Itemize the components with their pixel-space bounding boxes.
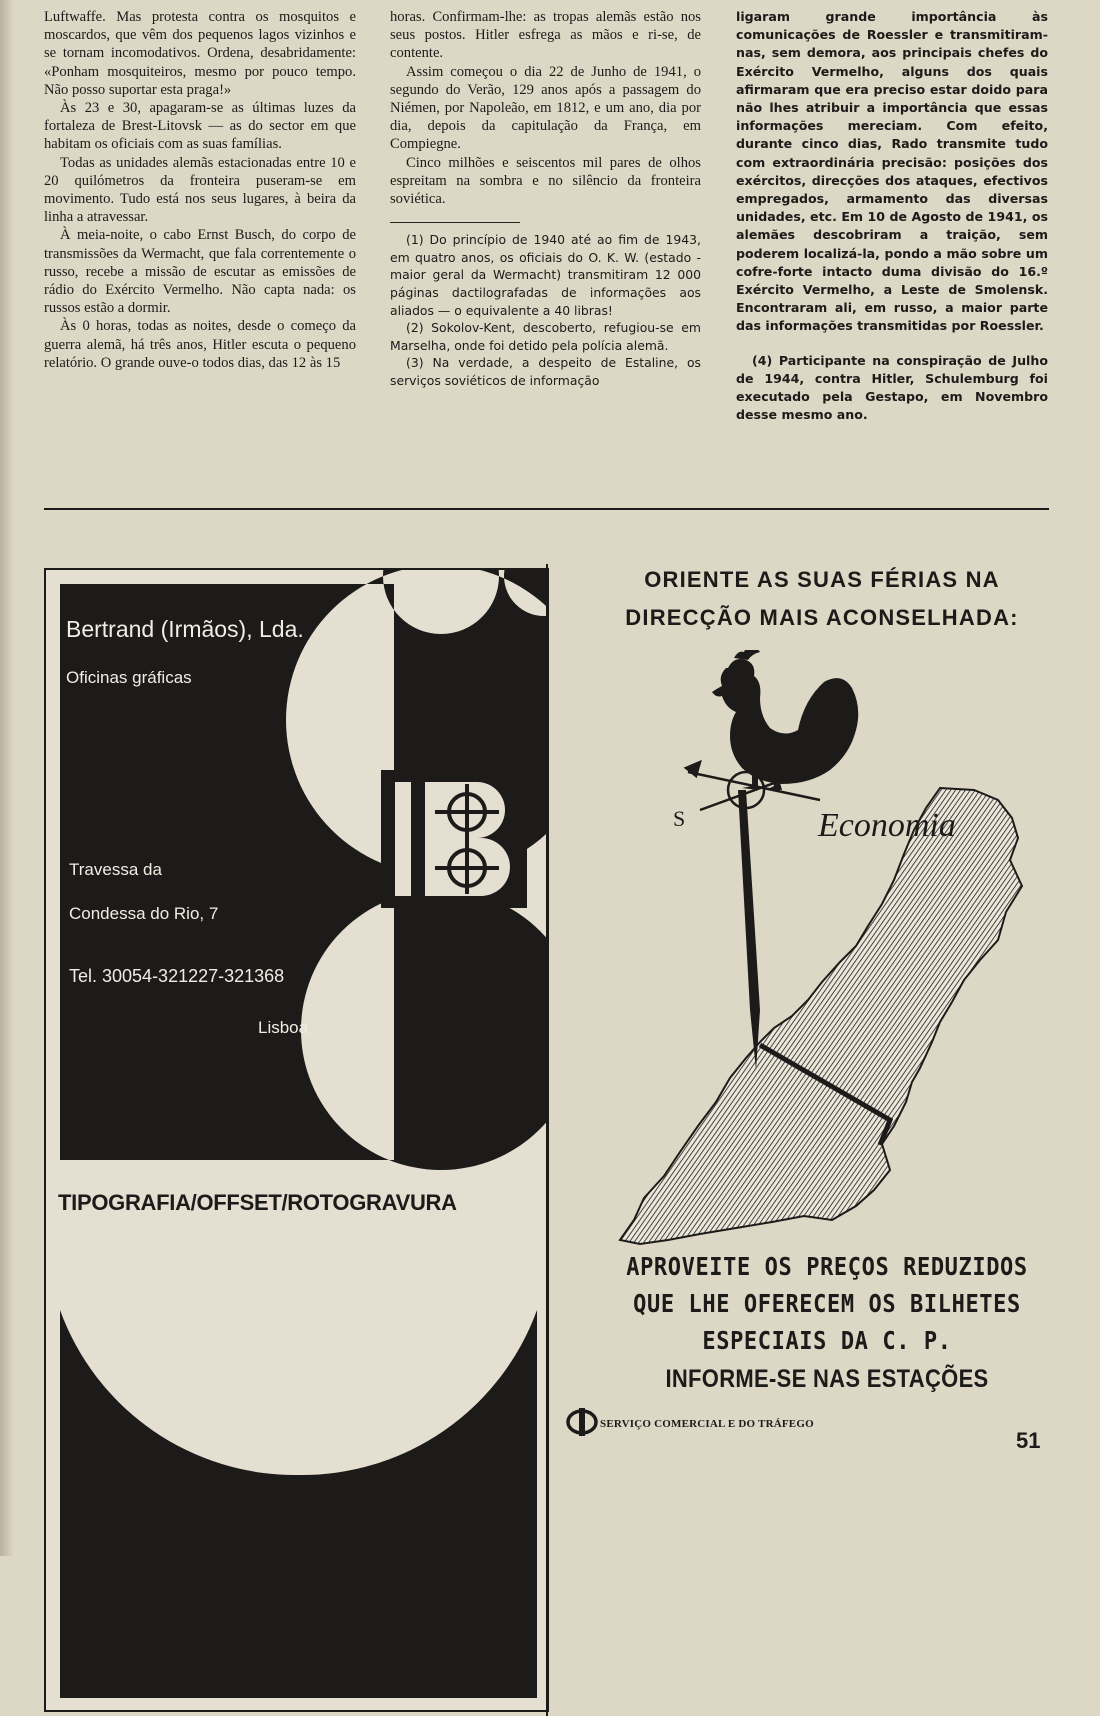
- footnote-1: (1) Do princípio de 1940 até ao fim de 1943, em quatro anos, os oficiais do O. K. W. (estado - maior geral da Wermacht) transmitiram 12 000 páginas dactilografadas de informações aos aliados — o equivalente a 40 libras!: [390, 232, 701, 318]
- cp-cta-line-3: ESPECIAIS DA C. P.: [702, 1327, 952, 1356]
- portugal-map-icon: [620, 788, 1022, 1244]
- weathervane-label: Economia: [818, 807, 956, 844]
- article-paragraph: Cinco milhões e seiscentos mil pares de olhos espreitam na sombra e no silêncio da fronteira soviética.: [390, 154, 701, 208]
- bertrand-ad-frame: [44, 568, 549, 1712]
- address-line-2: Condessa do Rio, 7: [69, 904, 219, 923]
- footnote-2: (2) Sokolov-Kent, descoberto, refugiou-se em Marselha, onde foi detido pela polícia alemã.: [390, 320, 701, 353]
- rooster-weathervane-icon: [712, 650, 858, 790]
- cp-headline-line-2: DIRECÇÃO MAIS ACONSELHADA:: [625, 605, 1019, 630]
- page-binding-shadow: [0, 0, 14, 1556]
- article-column-2: [390, 8, 701, 390]
- compass-letter: S: [673, 806, 686, 831]
- phone-number: Tel. 30054-321227-321368: [69, 966, 285, 986]
- cp-headline-line-1: ORIENTE AS SUAS FÉRIAS NA: [644, 567, 1000, 592]
- article-paragraph: horas. Confirmam-lhe: as tropas alemãs estão nos seus postos. Hitler esfrega as mãos e ri-se, de contente.: [390, 9, 701, 62]
- bertrand-logo-icon: [381, 770, 527, 908]
- weathervane-pole-icon: [738, 790, 760, 1070]
- page-number: 51: [1016, 1428, 1041, 1453]
- article-paragraph: Luftwaffe. Mas protesta contra os mosquitos e moscardos, que vêm dos pequenos lagos vizinhos e se tornam incomodativos. Ordena, desabridamente: «Ponham mosquiteiros, mesmo por pouco tempo. Não posso suportar esta praga!»: [44, 9, 356, 98]
- city: Lisboa: [258, 1018, 309, 1037]
- ad-divider: [546, 564, 548, 1716]
- footnote-4: (4) Participante na conspiração de Julho de 1944, contra Hitler, Schulemburg foi executado pela Gestapo, em Novembro desse mesmo ano.: [736, 352, 1048, 423]
- address-line-1: Travessa da: [69, 860, 162, 879]
- company-name: Bertrand (Irmãos), Lda.: [66, 616, 304, 642]
- article-paragraph: Às 23 e 30, apagaram-se as últimas luzes da fortaleza de Brest-Litovsk — as do sector em que habitam os oficiais com as suas famílias.: [44, 100, 356, 153]
- article-paragraph: Às 0 horas, todas as noites, desde o começo da guerra alemã, há três anos, Hitler escuta o pequeno relatório. O grande ouve-o todos dias, das 12 às 15: [44, 318, 356, 371]
- footnote-divider: [390, 222, 520, 223]
- services-line: TIPOGRAFIA/OFFSET/ROTOGRAVURA: [58, 1190, 457, 1215]
- company-subtitle: Oficinas gráficas: [66, 668, 192, 687]
- footnote-3: (3) Na verdade, a despeito de Estaline, os serviços soviéticos de informação: [390, 355, 701, 388]
- cp-cta-line-4: INFORME-SE NAS ESTAÇÕES: [665, 1364, 989, 1393]
- footnote-3-continued: ligaram grande importância às comunicações de Roessler e transmitiram-nas, sem demora, aos principais chefes do Exército Vermelho, alguns dos quais afirmaram que era preciso estar doido para não lhes atribuir a importância que essas informações mereciam. Com efeito, durante cinco dias, Rado transmite tudo com extraordinária precisão: posições dos exércitos, direcções dos ataques, efectivos empregados, armamento das diversas unidades, etc. Em 10 de Agosto de 1941, os alemães descobriram a traição, sem poderem localizá-la, pondo a mão sobre um cofre-forte intacto duma divisão do 16.º Exército Vermelho, a Leste de Smolensk. Encontraram ali, em russo, a maior parte das informações transmitidas por Roessler.: [736, 9, 1048, 334]
- bertrand-graphic: [46, 570, 549, 1712]
- cp-illustration: [560, 650, 1060, 1250]
- article-column-3: [736, 8, 1048, 424]
- article-paragraph: À meia-noite, o cabo Ernst Busch, do corpo de transmissões da Wermacht, que fala correntemente o russo, recebe a missão de escutar as emissões de rádio do Exército Vermelho. Não capta nada: os russos estão a dormir.: [44, 227, 356, 317]
- cp-cta-line-1: APROVEITE OS PREÇOS REDUZIDOS: [626, 1253, 1028, 1282]
- section-divider: [44, 508, 1049, 510]
- article-column-1: [44, 8, 356, 372]
- article-paragraph: Assim começou o dia 22 de Junho de 1941, o segundo do Verão, 129 anos após a passagem do Niémen, por Napoleão, em 1812, e um ano, dia por dia, depois da capitulação da França, em Compiegne.: [390, 63, 701, 153]
- article-paragraph: Todas as unidades alemãs estacionadas entre 10 e 20 quilómetros da fronteira puseram-se em movimento. Tudo está nos seus lugares, à beira da linha a atravessar.: [44, 154, 356, 226]
- bertrand-advertisement: [44, 568, 549, 1710]
- cp-footer-text: SERVIÇO COMERCIAL E DO TRÁFEGO: [600, 1418, 814, 1430]
- cp-cta-line-2: QUE LHE OFERECEM OS BILHETES: [633, 1290, 1021, 1319]
- cp-logo-icon: [566, 1408, 598, 1436]
